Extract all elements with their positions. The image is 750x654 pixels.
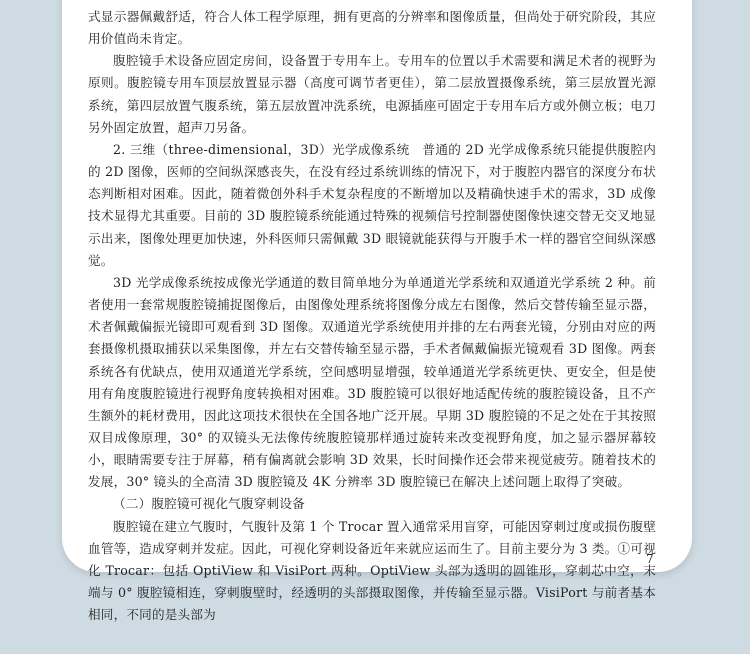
page-body <box>88 6 656 626</box>
paragraph-visual-puncture: 腹腔镜在建立气腹时，气腹针及第 1 个 Trocar 置入通常采用盲穿，可能因穿刺过度或损伤腹壁血管等，造成穿刺并发症。因此，可视化穿刺设备近年来就应运而生了。目前主要分为 3 类。①可视化 Trocar：包括 OptiView 和 VisiPort 两种。OptiView 头部为透明的圆锥形，穿刺芯中空，末端与 0° 腹腔镜相连，穿刺腹壁时，经透明的头部摄取图像，并传输至显示器。VisiPort 与前者基本相同，不同的是头部为 <box>88 518 656 623</box>
paragraph-continuation: 式显示器佩戴舒适，符合人体工程学原理，拥有更高的分辨率和图像质量，但尚处于研究阶段，其应用价值尚未肯定。 <box>88 9 656 47</box>
section-heading: （二）腹腔镜可视化气腹穿刺设备 <box>113 496 305 512</box>
paragraph-3d-imaging-system: 2. 三维（three-dimensional，3D）光学成像系统 普通的 2D 光学成像系统只能提供腹腔内的 2D 图像，医师的空间纵深感丧失，在没有经过系统训练的情况下，对于腹腔内器官的深度分布状态判断相对困难。因此，随着微创外科手术复杂程度的不断增加以及精确快速手术的需求，3D 成像技术显得尤其重要。目前的 3D 腹腔镜系统能通过特殊的视频信号控制器使图像快速交替无交叉地显示出来，图像处理更加快速，外科医师只需佩戴 3D 眼镜就能获得与开腹手术一样的器官空间纵深感觉。 <box>88 141 656 268</box>
paragraph-equipment-cart: 腹腔镜手术设备应固定房间，设备置于专用车上。专用车的位置以手术需要和满足术者的视野为原则。腹腔镜专用车顶层放置显示器（高度可调节者更佳），第二层放置摄像系统，第三层放置光源系统，第四层放置气腹系统，第五层放置冲洗系统，电源插座可固定于专用车后方或外侧立板；电刀另外固定放置，超声刀另备。 <box>88 53 656 135</box>
page-number: 7 <box>646 552 654 566</box>
paragraph-3d-channel-types: 3D 光学成像系统按成像光学通道的数目简单地分为单通道光学系统和双通道光学系统 2 种。前者使用一套常规腹腔镜捕捉图像后，由图像处理系统将图像分成左右图像，然后交替传输至显示器，术者佩戴偏振光镜即可观看到 3D 图像。双通道光学系统使用并排的左右两套光镜，分别由对应的两套摄像机摄取捕获以采集图像，并左右交替传输至显示器，手术者佩戴偏振光镜观看 3D 图像。两套系统各有优缺点，使用双通道光学系统，空间感明显增强，较单通道光学系统更快、更安全，但是使用有角度腹腔镜进行视野角度转换相对困难。3D 腹腔镜可以很好地适配传统的腹腔镜设备，且不产生额外的耗材费用，因此这项技术很快在全国各地广泛开展。早期 3D 腹腔镜的不足之处在于其按照双目成像原理，30° 的双镜头无法像传统腹腔镜那样通过旋转来改变视野角度，加之显示器屏幕较小，眼睛需要专注于屏幕，稍有偏离就会影响 3D 效果，长时间操作还会带来视觉疲劳。随着技术的发展，30° 镜头的全高清 3D 腹腔镜及 4K 分辨率 3D 腹腔镜已在解决上述问题上取得了突破。 <box>88 274 656 490</box>
